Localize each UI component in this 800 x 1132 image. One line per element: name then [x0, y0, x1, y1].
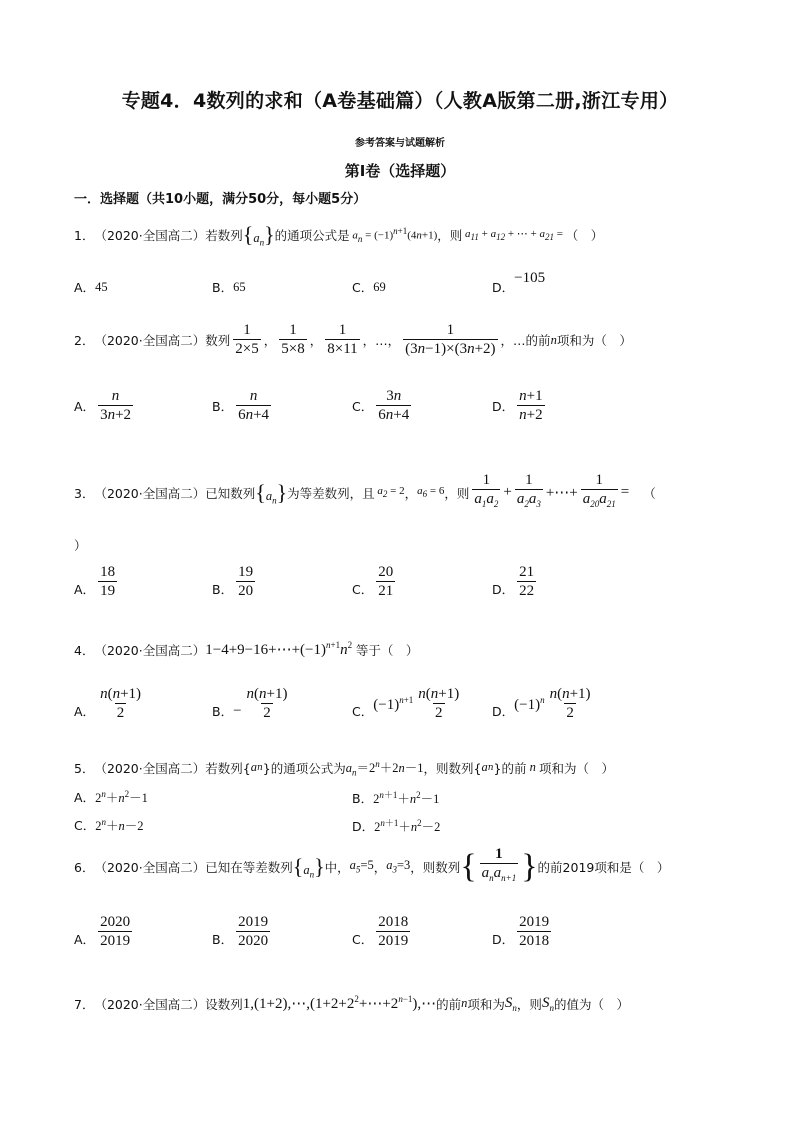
option-label: A． — [74, 399, 96, 414]
option-label: A． — [74, 704, 96, 719]
question-text: 若数列 — [205, 228, 243, 243]
question-number: 6． — [74, 859, 95, 875]
question-text: ，则 — [516, 996, 542, 1012]
option-b[interactable]: B． $\frac{2019}{2020}$ — [212, 914, 269, 949]
option-c[interactable]: C． $(-1)^{n+1}$ $\frac{n(n+1)}{2}$ — [352, 686, 460, 721]
option-b[interactable]: B． $\frac{19}{20}$ — [212, 564, 254, 599]
formula: $1-4+9-16+\cdots+(-1)^{n+1}n^2$ — [205, 640, 353, 658]
option-label: D． — [492, 582, 515, 597]
question-text: ， — [373, 859, 387, 875]
question-text: 项和为（ ） — [538, 760, 614, 776]
question-text: ，则数列 — [410, 859, 461, 875]
question-5: 5． （2020·全国高二） 若数列{ a n }的通项公式为 $a_n=2^n+2n-1$ ，则数列{ a n }的前 n 项和为（ ） — [74, 758, 614, 778]
question-text: ，则 — [444, 485, 470, 501]
option-a[interactable]: A． $\frac{2020}{2019}$ — [74, 914, 131, 949]
question-source: （2020·全国高二） — [94, 485, 206, 501]
question-text: 的前 — [436, 996, 462, 1012]
question-text: ，…的前 — [500, 333, 551, 348]
option-a[interactable]: A． $\frac{n}{3n+2}$ — [74, 388, 132, 423]
option-label: A． — [74, 932, 96, 947]
fraction: $\frac{1}{5\times 8}$ — [281, 322, 305, 357]
option-value: −105 — [514, 269, 546, 286]
question-number: 5． — [74, 760, 95, 776]
option-d[interactable] — [492, 266, 545, 296]
option-label: C． — [352, 932, 374, 947]
question-source: （2020·全国高二） — [94, 333, 206, 348]
option-c[interactable] — [352, 278, 386, 296]
formula: $a_6 = 6$ — [417, 485, 445, 500]
fraction: $\frac{1}{a_1a_2}$ — [472, 472, 500, 513]
option-c[interactable]: C． $\frac{2018}{2019}$ — [352, 914, 409, 949]
question-number: 4． — [74, 642, 95, 658]
document-subtitle: 参考答案与试题解析 — [355, 138, 445, 149]
part-title: 第Ⅰ卷（选择题） — [344, 162, 456, 180]
sequence-symbol: $\{a_n\}$ — [292, 853, 325, 879]
option-c[interactable]: C． $\frac{20}{21}$ — [352, 564, 394, 599]
option-a[interactable] — [74, 278, 108, 296]
option-value: 45 — [95, 279, 108, 294]
option-b[interactable] — [212, 278, 246, 296]
option-d[interactable]: D． $2^{n+1}+n^2-2$ — [352, 818, 441, 835]
formula: $a_2 = 2$ — [377, 485, 405, 500]
option-label: D． — [352, 818, 375, 834]
sequence-fraction: { $\frac{1}{a_na_{n+1}}$ } — [460, 846, 537, 887]
formula: $a_5=5$ — [349, 858, 374, 875]
option-label: C． — [74, 818, 96, 833]
option-d[interactable]: D． $\frac{21}{22}$ — [492, 564, 535, 599]
formula: $S_n$ — [541, 994, 554, 1013]
question-text: }的前 — [493, 760, 527, 776]
formula: $a_{11} + a_{12}$ + ⋯ + $a_{21}$ = — [465, 228, 566, 243]
option-label: C． — [352, 582, 374, 597]
question-text: 若数列{ — [205, 760, 251, 776]
fraction: $\frac{1}{(3n-1)\times(3n+2)}$ — [405, 322, 496, 357]
question-3: 3． （2020·全国高二） 已知数列 $\{a_n\}$ 为等差数列，且 $a_2 = 2$ ， $a_6 = 6$ ，则 $\frac{1}{a_1a_2}$ + $\frac{1}{a_2a_3}$ +⋯+ $\frac{1}{a_{20}a_{21}}$ = （ — [74, 472, 656, 513]
question-text: 的值为（ ） — [553, 996, 629, 1012]
option-d[interactable]: D． $(-1)^n$ $\frac{n(n+1)}{2}$ — [492, 686, 591, 721]
question-number: 1． — [74, 228, 95, 243]
option-label: C． — [352, 399, 374, 414]
question-7: 7． （2020·全国高二） 设数列 $1,(1+2),\cdots,(1+2+2^2+\cdots+2^{n-1}),\cdots$ 的前 n 项和为 $S_n$ ，则 $S_n$ 的值为（ ） — [74, 994, 629, 1013]
question-source: （2020·全国高二） — [94, 228, 206, 243]
question-1 — [74, 222, 603, 248]
question-source: （2020·全国高二） — [94, 760, 206, 776]
question-text: }的通项公式为 — [262, 760, 346, 776]
question-text: ， — [404, 485, 418, 501]
document-title: 专题4．4数列的求和（A卷基础篇）（人教A版第二册,浙江专用） — [121, 90, 679, 112]
fraction: $\frac{1}{8\times 11}$ — [327, 322, 358, 357]
question-text: 项和为（ ） — [556, 333, 632, 348]
question-text: 项和为 — [467, 996, 505, 1012]
question-number: 7． — [74, 996, 95, 1012]
section-title: 一．选择题（共10小题，满分50分，每小题5分） — [74, 192, 367, 207]
question-text: 等于（ ） — [355, 642, 419, 658]
option-c[interactable]: C． $2^n+n-2$ — [74, 816, 144, 833]
option-label: D． — [492, 704, 515, 719]
question-source: （2020·全国高二） — [94, 642, 206, 658]
option-label: A． — [74, 790, 96, 805]
question-4 — [74, 640, 418, 659]
option-value: 65 — [233, 279, 246, 294]
option-b[interactable]: B． − $\frac{n(n+1)}{2}$ — [212, 686, 288, 721]
option-b[interactable]: B． $2^{n+1}+n^2-1$ — [352, 790, 440, 807]
option-label: B． — [212, 704, 234, 719]
formula: $1,(1+2),\cdots,(1+2+2^2+\cdots+2^{n-1}),\cdots$ — [242, 994, 437, 1012]
question-text: 为等差数列，且 — [287, 485, 375, 501]
option-label: C． — [352, 704, 374, 719]
formula: $a_3=3$ — [386, 858, 411, 875]
option-a[interactable]: A． $2^n+n^2-1$ — [74, 788, 148, 805]
option-label: A． — [74, 582, 96, 597]
option-a[interactable]: A． $\frac{n(n+1)}{2}$ — [74, 686, 142, 721]
option-label: B． — [212, 399, 234, 414]
question-3-close: ） — [74, 538, 87, 553]
question-source: （2020·全国高二） — [94, 859, 206, 875]
option-label: D． — [492, 399, 515, 414]
question-text: （ — [643, 485, 656, 501]
fraction: $\frac{1}{a_{20}a_{21}}$ — [581, 472, 618, 513]
option-d[interactable]: D． $\frac{n+1}{n+2}$ — [492, 388, 543, 423]
question-text: 的前2019项和是（ ） — [537, 859, 670, 875]
question-text: （ ） — [565, 228, 604, 243]
option-label: A． — [74, 280, 96, 295]
question-text: 中， — [324, 859, 350, 875]
question-text: 已知数列 — [205, 485, 256, 501]
question-2: 2． （2020·全国高二） 数列 $\frac{1}{2\times 5}$ ， $\frac{1}{5\times 8}$ ， $\frac{1}{8\times 11}$ ，…， $\frac{1}{(3n-1)\times(3n+2)}$ ，…的前 n 项和为（ ） — [74, 322, 632, 357]
option-label: B． — [212, 280, 234, 295]
fraction: $\frac{1}{2\times 5}$ — [235, 322, 259, 357]
question-text: 设数列 — [205, 996, 243, 1012]
question-source: （2020·全国高二） — [94, 996, 206, 1012]
option-a[interactable]: A． $\frac{18}{19}$ — [74, 564, 116, 599]
option-b[interactable]: B． $\frac{n}{6n+4}$ — [212, 388, 270, 423]
option-label: D． — [492, 280, 515, 295]
question-number: 3． — [74, 485, 95, 501]
option-label: B． — [352, 790, 374, 806]
option-label: B． — [212, 932, 234, 947]
option-label: C． — [352, 280, 374, 295]
formula: $a_n=2^n+2n-1$ — [345, 758, 424, 778]
question-text: ，则 — [437, 228, 463, 243]
sequence-symbol: $\{a_n\}$ — [255, 479, 288, 505]
question-text: 数列 — [205, 333, 231, 348]
formula: $a_n = (-1)^{n+1}(4n+1)$ — [352, 226, 438, 244]
question-text: ，则数列{ — [423, 760, 482, 776]
option-label: D． — [492, 932, 515, 947]
option-c[interactable]: C． $\frac{3n}{6n+4}$ — [352, 388, 410, 423]
question-number: 2． — [74, 333, 95, 348]
option-label: B． — [212, 582, 234, 597]
question-text: 的通项公式是 — [274, 228, 350, 243]
formula: $S_n$ — [504, 994, 517, 1013]
sequence-symbol: $\{a_n\}$ — [242, 222, 275, 248]
fraction: $\frac{1}{a_2a_3}$ — [515, 472, 543, 513]
option-d[interactable]: D． $\frac{2019}{2018}$ — [492, 914, 550, 949]
question-text: 已知在等差数列 — [205, 859, 293, 875]
option-value: 69 — [373, 279, 386, 294]
question-6 — [74, 846, 669, 887]
